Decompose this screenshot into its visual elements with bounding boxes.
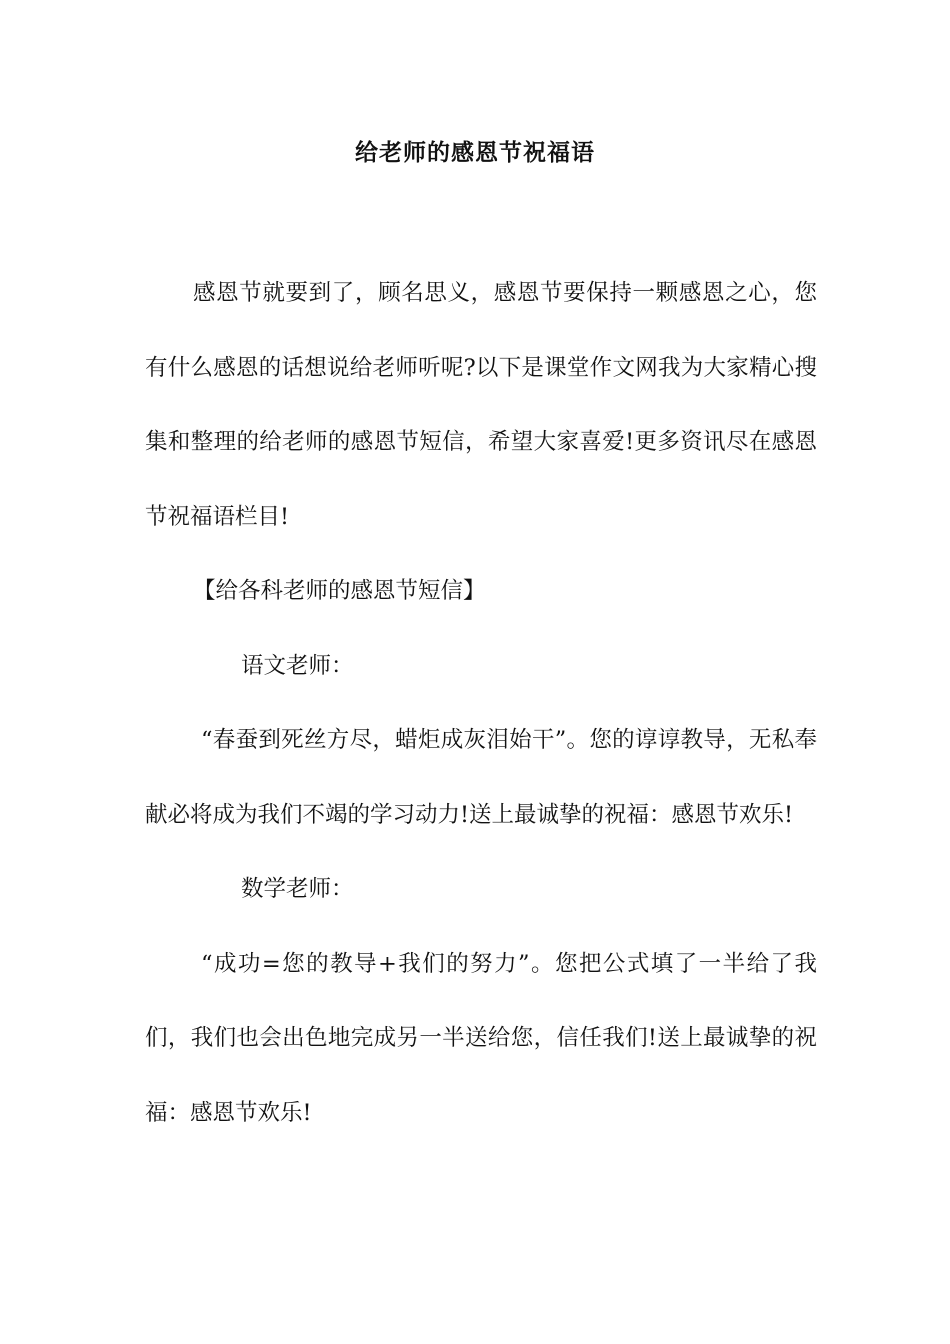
math-teacher-message: “成功=您的教导+我们的努力”。您把公式填了一半给了我们，我们也会出色地完成另一半送给您，信任我们!送上最诚挚的祝福：感恩节欢乐!	[145, 950, 817, 1126]
chinese-teacher-label: 语文老师：	[241, 652, 354, 679]
section-heading: 【给各科老师的感恩节短信】	[193, 578, 486, 604]
math-teacher-label: 数学老师：	[241, 876, 354, 902]
document-body	[145, 256, 817, 1150]
document-title: 给老师的感恩节祝福语	[355, 139, 595, 166]
chinese-teacher-message: “春蚕到死丝方尽，蜡炬成灰泪始干”。您的谆谆教导，无私奉献必将成为我们不竭的学习动力!送上最诚挚的祝福：感恩节欢乐!	[145, 727, 817, 828]
intro-paragraph: 感恩节就要到了，顾名思义，感恩节要保持一颗感恩之心，您有什么感恩的话想说给老师听呢?以下是课堂作文网我为大家精心搜集和整理的给老师的感恩节短信，希望大家喜爱!更多资讯尽在感恩节祝福语栏目!	[145, 280, 817, 530]
